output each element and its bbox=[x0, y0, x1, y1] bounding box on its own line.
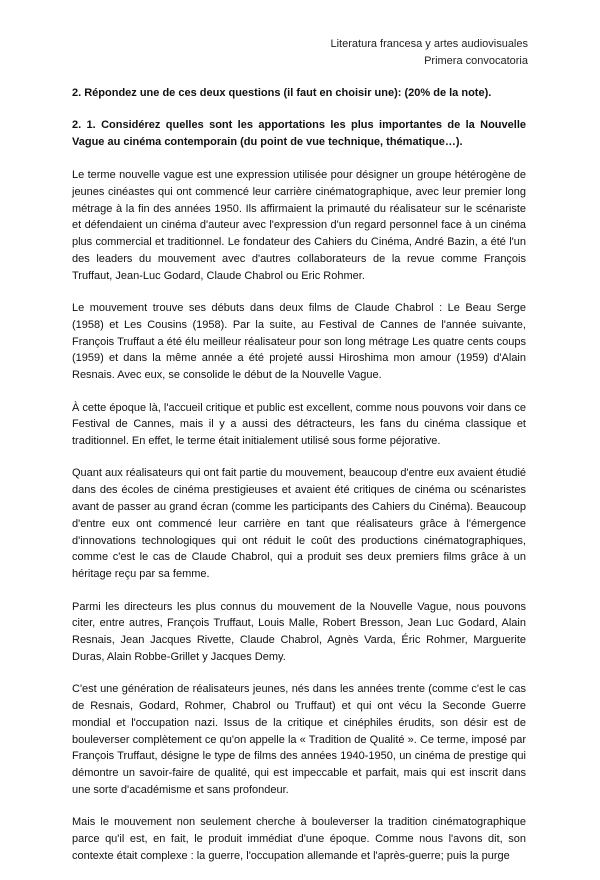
paragraph: À cette époque là, l'accueil critique et public est excellent, comme nous pouvons voir dans ce Festival de Cannes, mais il y a aussi des détracteurs, les fans du cinéma classique et traditionnel. En effet, le terme était initialement utilisé sous forme péjorative. bbox=[72, 401, 526, 448]
paragraph: C'est une génération de réalisateurs jeunes, nés dans les années trente (comme c'est le cas de Resnais, Godard, Rohmer, Chabrol ou Truffaut) et qui ont vécu la Seconde Guerre mondial et l'occupation nazi. Issus de la critique et cinéphiles érudits, son désir est de bouleverser complètement ce qu'on appelle la « Tradition de Qualité ». Ce terme, imposé par François Truffaut, désigne le type de films des années 1940-1950, un cinéma de prestige qui démontre un savoir-faire de qualité, qui est impeccable et parfait, mais qui est inscrit dans une sorte d'académisme et sans profondeur. bbox=[72, 683, 526, 796]
header-course-title: Literatura francesa y artes audiovisuales bbox=[330, 38, 528, 50]
paragraph: Quant aux réalisateurs qui ont fait partie du mouvement, beaucoup d'entre eux avaient étudié dans des écoles de cinéma prestigieuses et avaient été critiques de cinéma ou scénaristes avant de passer au grand écran (comme les participants des Cahiers du Cinéma). Beaucoup d'entre eux ont commencé leur carrière en tant que réalisateurs grâce à l'émergence d'innovations technologiques qui ont réduit le coût des productions cinématographiques, comme c'est le cas de Claude Chabrol, qui a produit ses deux premiers films grâce à un héritage reçu par sa femme. bbox=[72, 467, 527, 581]
paragraph: Parmi les directeurs les plus connus du mouvement de la Nouvelle Vague, nous pouvons citer, entre autres, François Truffaut, Louis Malle, Robert Bresson, Jean Luc Godard, Alain Resnais, Jean Jacques Rivette, Claude Chabrol, Agnès Varda, Éric Rohmer, Marguerite Duras, Alain Robbe-Grillet y Jacques Demy. bbox=[72, 600, 526, 663]
document-body bbox=[72, 85, 526, 880]
page-header bbox=[331, 36, 529, 70]
header-exam-session: Primera convocatoria bbox=[424, 55, 528, 67]
question-heading: 2. Répondez une de ces deux questions (il faut en choisir une): (20% de la note). bbox=[72, 87, 492, 99]
paragraph: Le terme nouvelle vague est une expression utilisée pour désigner un groupe hétérogène de jeunes cinéastes qui ont commencé leur carrière cinématographique, avec leur premier long métrage à la fin des années 1950. Ils affirmaient la primauté du réalisateur sur le scénariste et défendaient un cinéma d'auteur avec l'expression d'un regard personnel face à un cinéma plus commercial et traditionnel. Le fondateur des Cahiers du Cinéma, André Bazin, a été l'un des leaders du mouvement avec d'autres collaborateurs de la revue comme François Truffaut, Jean-Luc Godard, Claude Chabrol ou Eric Rohmer. bbox=[72, 169, 526, 282]
paragraph: Mais le mouvement non seulement cherche à bouleverser la tradition cinématographique parce qu'il est, en fait, le produit immédiat d'une époque. Comme nous l'avons dit, son contexte était complexe : la guerre, l'occupation allemande et l'après-guerre; puis la purge bbox=[72, 816, 526, 862]
subquestion-heading: 2. 1. Considérez quelles sont les apportations les plus importantes de la Nouvelle Vague au cinéma contemporain (du point de vue technique, thématique…). bbox=[72, 119, 526, 148]
paragraph: Le mouvement trouve ses débuts dans deux films de Claude Chabrol : Le Beau Serge (1958) et Les Cousins (1958). Par la suite, au Festival de Cannes de l'année suivante, François Truffaut a été élu meilleur réalisateur pour son long métrage Les quatre cents coups (1959) et dans la même année a été projeté aussi Hiroshima mon amour (1959) d'Alain Resnais. Avec eux, se consolide le début de la Nouvelle Vague. bbox=[72, 302, 526, 382]
